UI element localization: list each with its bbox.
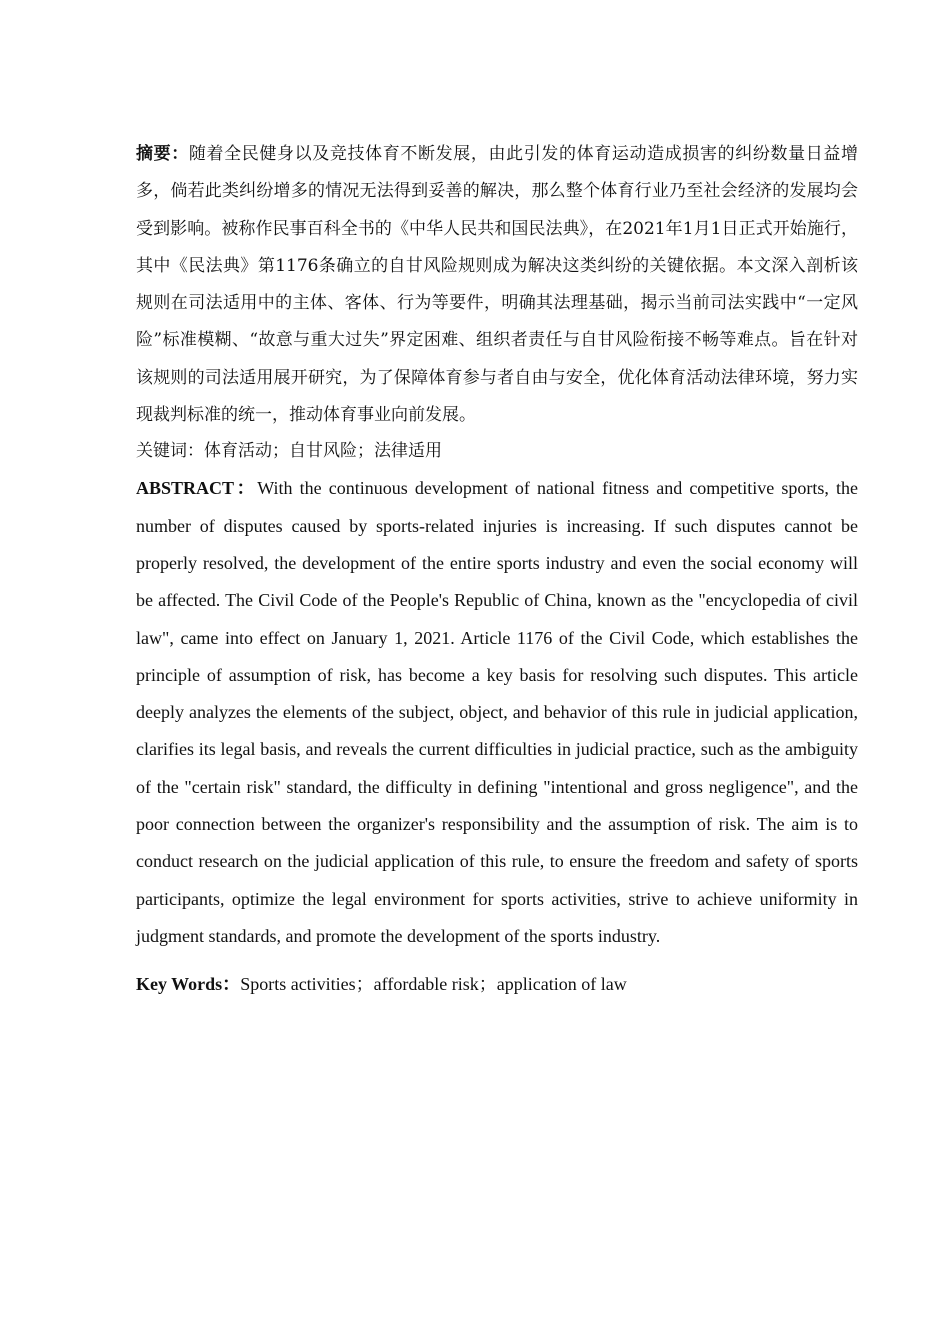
english-keywords xyxy=(136,969,858,999)
chinese-keywords xyxy=(136,437,858,466)
english-abstract-text: With the continuous development of national fitness and competitive sports, the number of disputes caused by sports-related injuries is increasing. If such disputes cannot be properly resolved, the development of the entire sports industry and even the social economy will be affected. The Civil Code of the People's Republic of China, known as the "encyclopedia of civil law", came into effect on January 1, 2021. Article 1176 of the Civil Code, which establishes the principle of assumption of risk, has become a key basis for resolving such disputes. This article deeply analyzes the elements of the subject, object, and behavior of this rule in judicial application, clarifies its legal basis, and reveals the current difficulties in judicial practice, such as the ambiguity of the "certain risk" standard, the difficulty in defining "intentional and gross negligence", and the poor connection between the organizer's responsibility and the assumption of risk. The aim is to conduct research on the judicial application of this rule, to ensure the freedom and safety of sports participants, optimize the legal environment for sports activities, strive to achieve uniformity in judgment standards, and promote the development of the sports industry. xyxy=(136,478,858,946)
chinese-keywords-text: 体育活动；自甘风险；法律适用 xyxy=(204,441,442,462)
english-abstract-label: ABSTRACT： xyxy=(136,478,258,499)
chinese-abstract xyxy=(136,136,858,434)
chinese-abstract-label: 摘要： xyxy=(136,144,189,164)
chinese-abstract-text: 随着全民健身以及竞技体育不断发展，由此引发的体育运动造成损害的纠纷数量日益增多，倘若此类纠纷增多的情况无法得到妥善的解决，那么整个体育行业乃至社会经济的发展均会受到影响。被称作民事百科全书的《中华人民共和国民法典》，在2021年1月1日正式开始施行，其中《民法典》第1176条确立的自甘风险规则成为解决这类纠纷的关键依据。本文深入剖析该规则在司法适用中的主体、客体、行为等要件，明确其法理基础，揭示当前司法实践中“一定风险”标准模糊、“故意与重大过失”界定困难、组织者责任与自甘风险衔接不畅等难点。旨在针对该规则的司法适用展开研究，为了保障体育参与者自由与安全，优化体育活动法律环境，努力实现裁判标准的统一，推动体育事业向前发展。 xyxy=(136,144,858,426)
english-keywords-label: Key Words： xyxy=(136,974,241,995)
abstract-page xyxy=(136,136,858,999)
english-abstract xyxy=(136,470,858,955)
chinese-keywords-label: 关键词： xyxy=(136,441,204,462)
english-keywords-text: Sports activities；affordable risk；application of law xyxy=(240,974,627,995)
